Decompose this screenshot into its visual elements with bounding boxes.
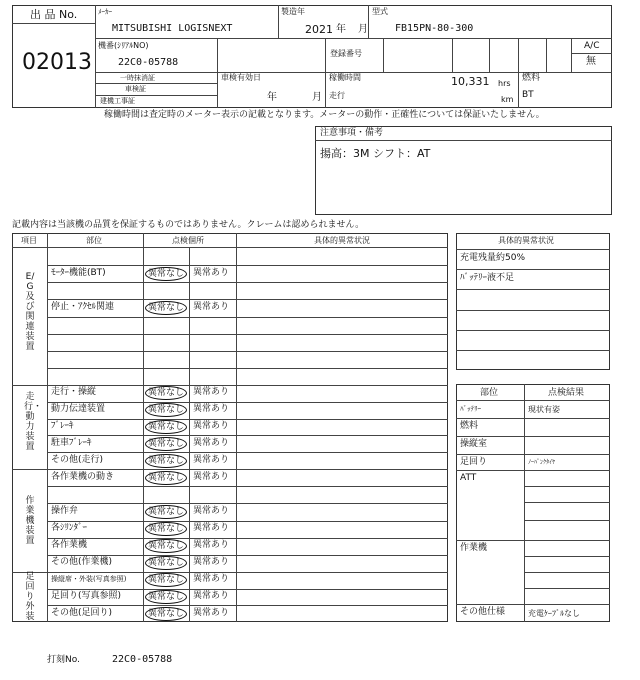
ok-circle: 異常なし: [145, 386, 187, 400]
ok-circle: 異常なし: [145, 267, 187, 281]
ng-label: 異常あり: [193, 505, 230, 516]
serial: 22C0-05788: [118, 57, 179, 68]
ng-label: 異常あり: [193, 404, 230, 415]
ng-label: 異常あり: [193, 523, 230, 534]
result-part: 燃料: [460, 421, 479, 431]
notice-label: 注意事項・備考: [320, 128, 384, 138]
ok-circle: 異常なし: [145, 573, 187, 587]
ok-circle: 異常なし: [145, 590, 187, 604]
result-part: ATT: [460, 473, 477, 483]
row-part: 動力伝達装置: [51, 404, 106, 415]
ok-circle: 異常なし: [145, 522, 187, 536]
year-unit: 年: [336, 24, 346, 35]
section-title: E/G及び関連装置: [25, 271, 35, 352]
ng-label: 異常あり: [193, 437, 230, 448]
result-value: 現状有姿: [528, 405, 560, 414]
ng-label: 異常あり: [193, 557, 230, 568]
quality-disclaimer: 記載内容は当該機の品質を保証するものではありません。クレームは認められません。: [12, 220, 365, 230]
col-part: 部位: [86, 236, 102, 245]
result-part: ﾊﾞｯﾃﾘｰ: [460, 405, 481, 413]
hours-unit: hrs: [498, 79, 511, 88]
row-part: その他(作業機): [51, 557, 113, 568]
row-part: 駐車ﾌﾞﾚｰｷ: [51, 437, 92, 448]
ok-circle: 異常なし: [145, 556, 187, 570]
mileage-label: 走行: [329, 91, 345, 100]
hours-disclaimer: 稼働時間は査定時のメーター表示の記載となります。メーターの動作・正確性については保証いたしません。: [104, 110, 545, 120]
out-no: 02013: [22, 50, 92, 75]
ok-circle: 異常なし: [145, 301, 187, 315]
ok-circle: 異常なし: [145, 607, 187, 621]
row-part: 各ｼﾘﾝﾀﾞｰ: [51, 523, 88, 534]
row-part: 足回り(写真参照): [51, 591, 122, 601]
inspection-expiry-label: 車検有効日: [221, 73, 261, 82]
registration-label: 登録番号: [330, 49, 362, 58]
year: 2021: [305, 23, 333, 36]
result-table: [456, 384, 610, 622]
row-part: 各作業機: [51, 540, 88, 551]
hours-label: 稼働時間: [329, 73, 361, 82]
row-part: 操縦席・外装(写真参照): [51, 575, 127, 584]
section-title: 作業機装置: [25, 495, 35, 546]
hours-value: 10,331: [451, 75, 490, 88]
ok-circle: 異常なし: [145, 471, 187, 485]
ng-label: 異常あり: [193, 540, 230, 551]
result-part: 作業機: [460, 543, 488, 553]
row-part: 走行・操縦: [51, 387, 97, 398]
cert-vehicle-inspection: 車検証: [125, 85, 146, 93]
col-detail: 具体的異常状況: [314, 236, 370, 245]
row-part: 停止・ｱｸｾﾙ関連: [51, 301, 115, 312]
model-label: 型式: [372, 7, 388, 16]
cert-temp-deregistration: 一時抹消証: [120, 74, 155, 82]
result-value: 充電ｹｰﾌﾞﾙなし: [528, 609, 580, 618]
serial-label: 機番(ｼﾘｱﾙNO): [98, 41, 149, 50]
detail-line: 充電残量約50%: [460, 253, 526, 263]
result-part: 操縦室: [460, 439, 488, 449]
result-part: その他仕様: [460, 607, 506, 617]
ok-circle: 異常なし: [145, 454, 187, 468]
result-col-part: 部位: [480, 388, 499, 398]
ac-label: A/C: [584, 41, 600, 51]
ok-circle: 異常なし: [145, 420, 187, 434]
fuel-label: 燃料: [522, 73, 541, 83]
col-check: 点検個所: [172, 236, 204, 245]
ok-circle: 異常なし: [145, 403, 187, 417]
fuel-value: BT: [522, 90, 534, 100]
section-title: 走行・動力装置: [24, 392, 43, 452]
stamp-number: 22C0-05788: [112, 654, 173, 665]
maker-label: ﾒｰｶｰ: [98, 8, 112, 16]
row-part: その他(足回り): [51, 607, 113, 618]
detail-header: 具体的異常状況: [498, 236, 554, 245]
ng-label: 異常あり: [193, 421, 230, 431]
year-label: 製造年: [281, 7, 305, 16]
result-part: 足回り: [460, 457, 488, 467]
out-no-label: 出 品 No.: [30, 8, 78, 21]
cert-construction: 建機工事証: [100, 97, 135, 105]
ng-label: 異常あり: [193, 471, 230, 482]
section-title: 足回り外装: [25, 572, 35, 622]
ng-label: 異常あり: [193, 607, 230, 618]
row-part: その他(走行): [51, 454, 104, 465]
row-part: ﾌﾞﾚｰｷ: [51, 421, 74, 431]
ng-label: 異常あり: [193, 301, 230, 312]
ng-label: 異常あり: [193, 387, 230, 398]
detail-line: ﾊﾞｯﾃﾘｰ液不足: [460, 273, 515, 284]
ng-label: 異常あり: [193, 591, 230, 601]
maker: MITSUBISHI LOGISNEXT: [112, 23, 233, 34]
result-value: ﾉｰﾊﾟﾝｸﾀｲﾔ: [528, 459, 556, 466]
row-part: 操作弁: [51, 505, 79, 516]
ac-value: 無: [586, 56, 596, 67]
row-part: ﾓｰﾀｰ機能(BT): [51, 267, 106, 278]
ok-circle: 異常なし: [145, 505, 187, 519]
stamp-label: 打刻No.: [47, 655, 80, 665]
ok-circle: 異常なし: [145, 437, 187, 451]
inspection-month-unit: 月: [312, 92, 322, 103]
result-col-result: 点検結果: [548, 388, 585, 398]
ng-label: 異常あり: [193, 454, 230, 465]
km-unit: km: [501, 95, 514, 104]
ok-circle: 異常なし: [145, 539, 187, 553]
ng-label: 異常あり: [193, 267, 230, 278]
ng-label: 異常あり: [193, 574, 230, 585]
month-unit: 月: [358, 24, 368, 35]
inspection-year-unit: 年: [267, 92, 277, 103]
notice-text: 揚高：3M シフト：AT: [320, 147, 431, 160]
col-item: 項目: [21, 236, 37, 245]
model: FB15PN-80-300: [395, 23, 474, 34]
row-part: 各作業機の動き: [51, 471, 115, 482]
